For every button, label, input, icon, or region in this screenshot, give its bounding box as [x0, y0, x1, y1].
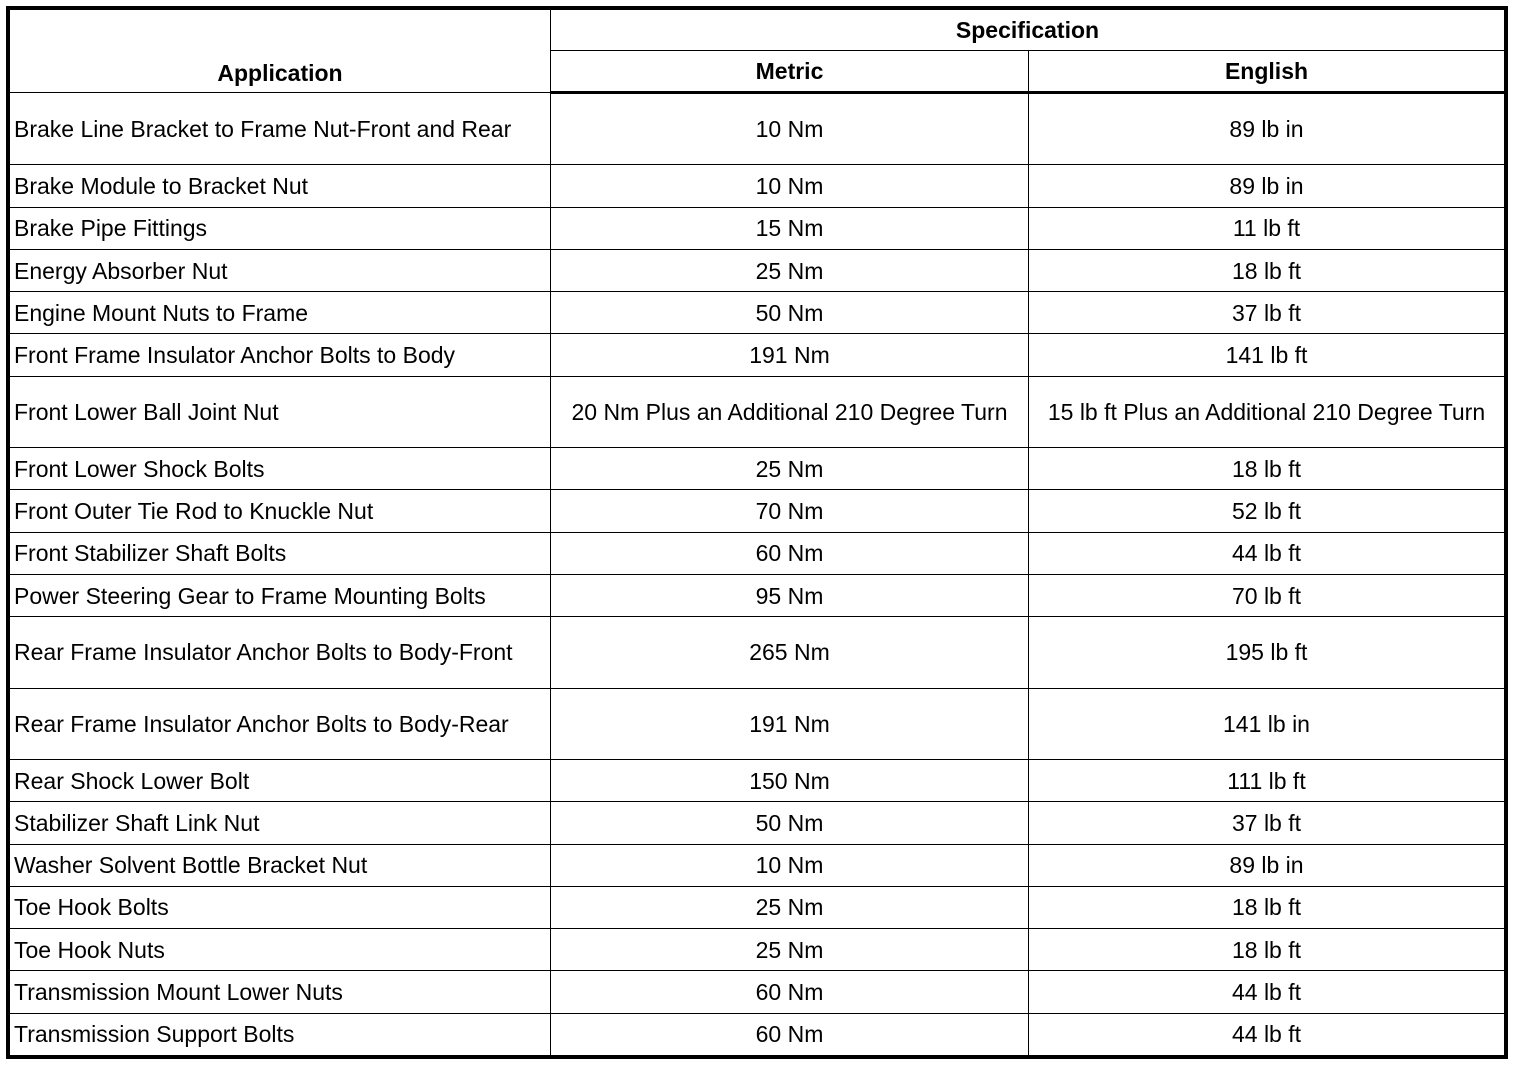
table-row — [10, 617, 1505, 688]
cell-english: 44 lb ft — [1029, 532, 1505, 574]
table-header — [10, 10, 1505, 93]
cell-application: Engine Mount Nuts to Frame — [10, 292, 551, 334]
cell-application: Front Frame Insulator Anchor Bolts to Body — [10, 334, 551, 376]
cell-application: Transmission Mount Lower Nuts — [10, 971, 551, 1013]
table-row — [10, 490, 1505, 532]
table-row — [10, 292, 1505, 334]
cell-english: 18 lb ft — [1029, 448, 1505, 490]
cell-metric: 150 Nm — [551, 760, 1029, 802]
cell-application: Toe Hook Nuts — [10, 929, 551, 971]
cell-metric: 95 Nm — [551, 574, 1029, 616]
cell-english: 11 lb ft — [1029, 207, 1505, 249]
cell-metric: 10 Nm — [551, 165, 1029, 207]
table-row — [10, 844, 1505, 886]
cell-english: 18 lb ft — [1029, 249, 1505, 291]
header-row-top — [10, 10, 1505, 51]
cell-metric: 25 Nm — [551, 886, 1029, 928]
cell-english: 70 lb ft — [1029, 574, 1505, 616]
cell-metric: 50 Nm — [551, 292, 1029, 334]
cell-english: 89 lb in — [1029, 844, 1505, 886]
table-row — [10, 334, 1505, 376]
cell-application: Toe Hook Bolts — [10, 886, 551, 928]
table-row — [10, 574, 1505, 616]
cell-application: Washer Solvent Bottle Bracket Nut — [10, 844, 551, 886]
cell-english: 15 lb ft Plus an Additional 210 Degree Turn — [1029, 376, 1505, 447]
table-row — [10, 1013, 1505, 1056]
table-row — [10, 929, 1505, 971]
cell-application: Rear Frame Insulator Anchor Bolts to Body-Rear — [10, 688, 551, 759]
cell-metric: 10 Nm — [551, 844, 1029, 886]
cell-english: 37 lb ft — [1029, 292, 1505, 334]
table-row — [10, 802, 1505, 844]
column-header-application: Application — [10, 10, 551, 93]
fastener-spec-table-frame — [6, 6, 1508, 1059]
cell-metric: 70 Nm — [551, 490, 1029, 532]
table-row — [10, 376, 1505, 447]
cell-metric: 60 Nm — [551, 971, 1029, 1013]
cell-metric: 60 Nm — [551, 1013, 1029, 1056]
cell-application: Front Outer Tie Rod to Knuckle Nut — [10, 490, 551, 532]
cell-english: 44 lb ft — [1029, 1013, 1505, 1056]
cell-english: 141 lb ft — [1029, 334, 1505, 376]
cell-english: 18 lb ft — [1029, 929, 1505, 971]
cell-metric: 50 Nm — [551, 802, 1029, 844]
table-row — [10, 93, 1505, 165]
cell-metric: 25 Nm — [551, 448, 1029, 490]
cell-english: 89 lb in — [1029, 93, 1505, 165]
cell-application: Front Lower Shock Bolts — [10, 448, 551, 490]
column-header-specification: Specification — [551, 10, 1505, 51]
cell-application: Rear Shock Lower Bolt — [10, 760, 551, 802]
table-body — [10, 93, 1505, 1056]
cell-application: Stabilizer Shaft Link Nut — [10, 802, 551, 844]
table-row — [10, 207, 1505, 249]
cell-metric: 25 Nm — [551, 249, 1029, 291]
cell-english: 195 lb ft — [1029, 617, 1505, 688]
cell-english: 18 lb ft — [1029, 886, 1505, 928]
cell-application: Brake Module to Bracket Nut — [10, 165, 551, 207]
cell-metric: 265 Nm — [551, 617, 1029, 688]
cell-english: 111 lb ft — [1029, 760, 1505, 802]
cell-metric: 10 Nm — [551, 93, 1029, 165]
table-row — [10, 688, 1505, 759]
table-row — [10, 249, 1505, 291]
cell-english: 52 lb ft — [1029, 490, 1505, 532]
cell-metric: 191 Nm — [551, 334, 1029, 376]
cell-english: 89 lb in — [1029, 165, 1505, 207]
table-row — [10, 532, 1505, 574]
cell-application: Rear Frame Insulator Anchor Bolts to Body-Front — [10, 617, 551, 688]
cell-metric: 15 Nm — [551, 207, 1029, 249]
cell-application: Energy Absorber Nut — [10, 249, 551, 291]
table-row — [10, 165, 1505, 207]
column-header-english: English — [1029, 51, 1505, 93]
column-header-metric: Metric — [551, 51, 1029, 93]
table-row — [10, 886, 1505, 928]
cell-metric: 20 Nm Plus an Additional 210 Degree Turn — [551, 376, 1029, 447]
cell-english: 141 lb in — [1029, 688, 1505, 759]
cell-application: Front Stabilizer Shaft Bolts — [10, 532, 551, 574]
cell-metric: 191 Nm — [551, 688, 1029, 759]
table-row — [10, 448, 1505, 490]
table-row — [10, 760, 1505, 802]
cell-english: 44 lb ft — [1029, 971, 1505, 1013]
table-row — [10, 971, 1505, 1013]
cell-application: Brake Line Bracket to Frame Nut-Front and Rear — [10, 93, 551, 165]
cell-english: 37 lb ft — [1029, 802, 1505, 844]
cell-application: Brake Pipe Fittings — [10, 207, 551, 249]
cell-application: Front Lower Ball Joint Nut — [10, 376, 551, 447]
fastener-spec-table — [9, 9, 1505, 1056]
cell-metric: 25 Nm — [551, 929, 1029, 971]
cell-application: Power Steering Gear to Frame Mounting Bolts — [10, 574, 551, 616]
cell-metric: 60 Nm — [551, 532, 1029, 574]
cell-application: Transmission Support Bolts — [10, 1013, 551, 1056]
